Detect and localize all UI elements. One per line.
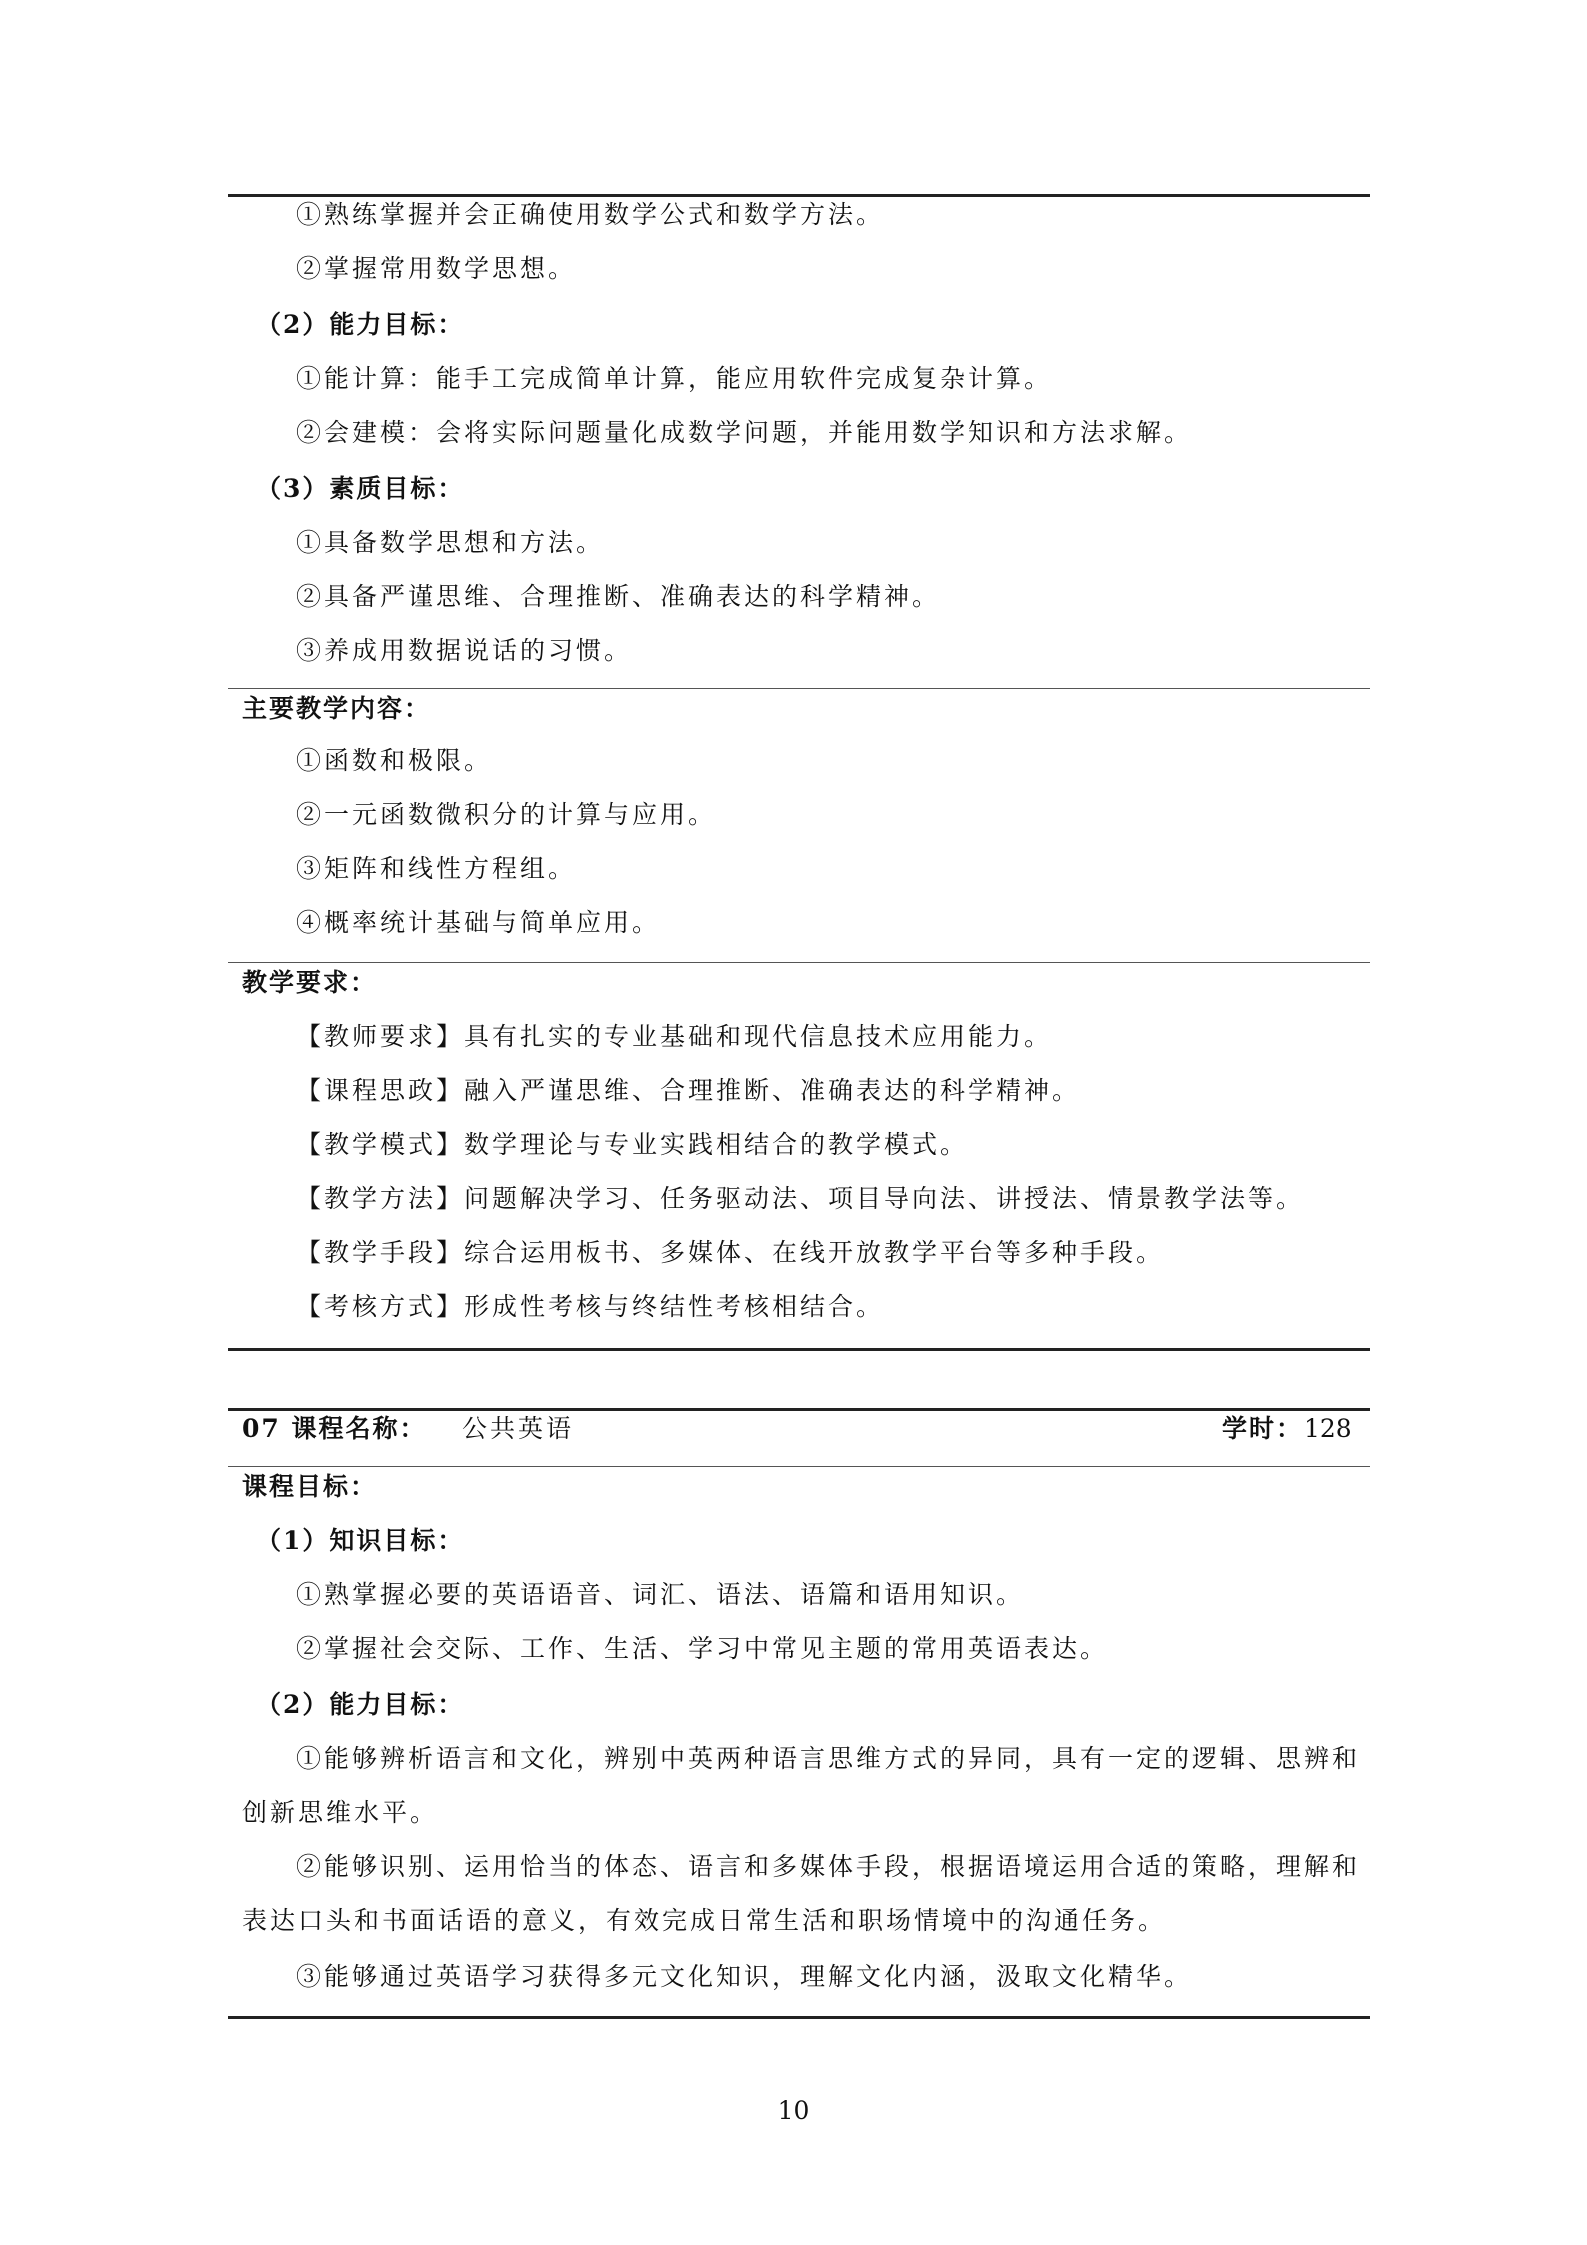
course-name-label: 07 课程名称：	[242, 1414, 427, 1443]
content-item-3: ③矩阵和线性方程组。	[296, 854, 577, 883]
en-ability-item-1-line2: 创新思维水平。	[242, 1798, 439, 1827]
en-ability-heading: （2）能力目标：	[256, 1690, 465, 1719]
content-heading: 主要教学内容：	[242, 694, 432, 723]
course-name: 公共英语	[462, 1414, 575, 1443]
row-divider	[228, 1466, 1370, 1467]
ability-item-2: ②会建模：会将实际问题量化成数学问题，并能用数学知识和方法求解。	[296, 418, 1193, 447]
requirement-mode: 【教学模式】数学理论与专业实践相结合的教学模式。	[296, 1130, 969, 1159]
knowledge-item-2: ②掌握常用数学思想。	[296, 254, 577, 283]
requirement-teacher: 【教师要求】具有扎实的专业基础和现代信息技术应用能力。	[296, 1022, 1053, 1051]
content-item-2: ②一元函数微积分的计算与应用。	[296, 800, 717, 829]
row-divider	[228, 962, 1370, 963]
table-top-rule	[228, 194, 1370, 197]
requirement-ideology: 【课程思政】融入严谨思维、合理推断、准确表达的科学精神。	[296, 1076, 1081, 1105]
en-knowledge-item-2: ②掌握社会交际、工作、生活、学习中常见主题的常用英语表达。	[296, 1634, 1109, 1663]
table-bottom-rule	[228, 2016, 1370, 2019]
row-divider	[228, 688, 1370, 689]
quality-item-1: ①具备数学思想和方法。	[296, 528, 605, 557]
quality-item-2: ②具备严谨思维、合理推断、准确表达的科学精神。	[296, 582, 941, 611]
content-item-1: ①函数和极限。	[296, 746, 493, 775]
course-hours-label: 学时：	[1222, 1414, 1304, 1443]
en-ability-item-2-line2: 表达口头和书面话语的意义，有效完成日常生活和职场情境中的沟通任务。	[242, 1906, 1167, 1935]
ability-item-1: ①能计算：能手工完成简单计算，能应用软件完成复杂计算。	[296, 364, 1053, 393]
requirement-assessment: 【考核方式】形成性考核与终结性考核相结合。	[296, 1292, 885, 1321]
quality-heading: （3）素质目标：	[256, 474, 465, 503]
quality-item-3: ③养成用数据说话的习惯。	[296, 636, 633, 665]
knowledge-item-1: ①熟练掌握并会正确使用数学公式和数学方法。	[296, 200, 885, 229]
table-bottom-rule	[228, 1348, 1370, 1351]
en-knowledge-item-1: ①熟掌握必要的英语语音、词汇、语法、语篇和语用知识。	[296, 1580, 1025, 1609]
ability-heading: （2）能力目标：	[256, 310, 465, 339]
requirements-heading: 教学要求：	[242, 968, 378, 997]
course-hours: 128	[1304, 1414, 1352, 1443]
table-top-rule	[228, 1408, 1370, 1411]
page-number: 10	[777, 2096, 810, 2125]
en-ability-item-2-line1: ②能够识别、运用恰当的体态、语言和多媒体手段，根据语境运用合适的策略，理解和	[296, 1852, 1361, 1881]
en-ability-item-1-line1: ①能够辨析语言和文化，辨别中英两种语言思维方式的异同，具有一定的逻辑、思辨和	[296, 1744, 1361, 1773]
en-ability-item-3: ③能够通过英语学习获得多元文化知识，理解文化内涵，汲取文化精华。	[296, 1962, 1193, 1991]
en-knowledge-heading: （1）知识目标：	[256, 1526, 465, 1555]
goals-heading: 课程目标：	[242, 1472, 378, 1501]
requirement-method: 【教学方法】问题解决学习、任务驱动法、项目导向法、讲授法、情景教学法等。	[296, 1184, 1305, 1213]
requirement-means: 【教学手段】综合运用板书、多媒体、在线开放教学平台等多种手段。	[296, 1238, 1165, 1267]
content-item-4: ④概率统计基础与简单应用。	[296, 908, 661, 937]
